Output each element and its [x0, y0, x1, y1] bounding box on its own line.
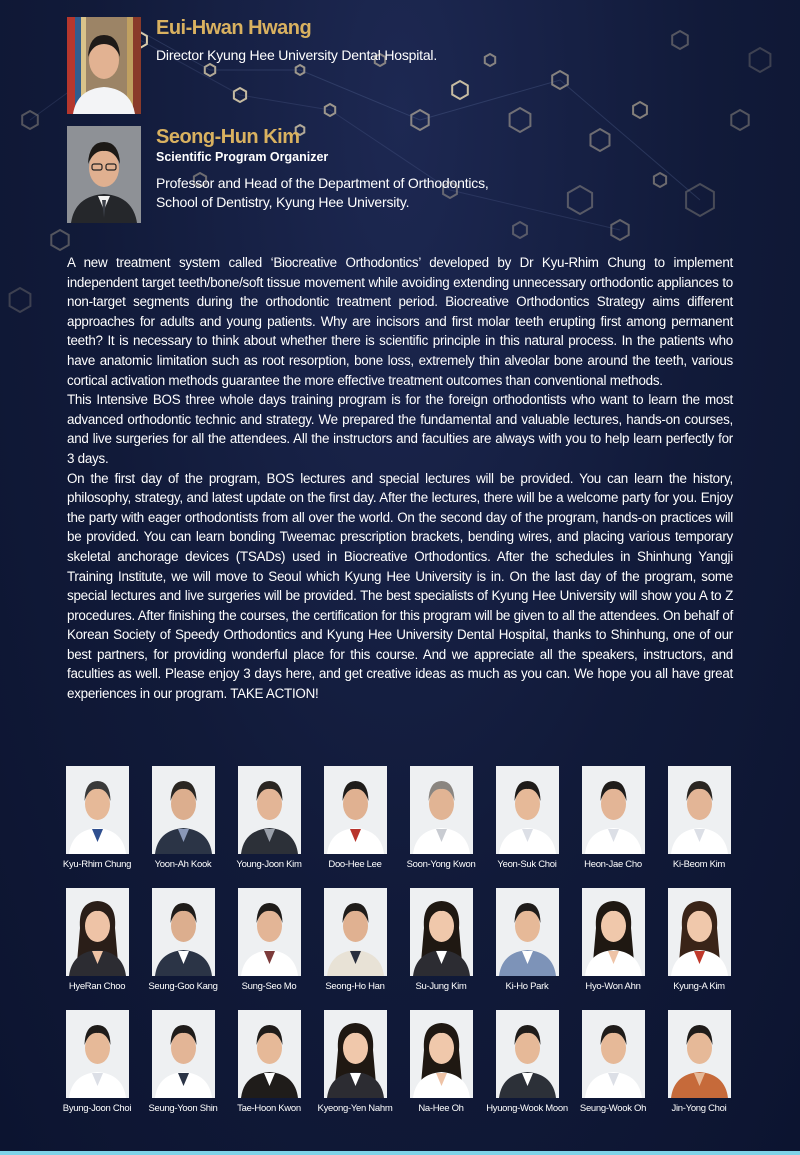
portrait-image [582, 888, 645, 976]
faculty-photo [668, 1010, 731, 1098]
portrait-image [324, 1010, 387, 1098]
faculty-member [140, 1010, 226, 1132]
portrait-image [238, 888, 301, 976]
faculty-name: Soon-Yong Kwon [406, 859, 476, 870]
faculty-member [398, 1010, 484, 1132]
portrait-image [238, 1010, 301, 1098]
faculty-name: Seung-Goo Kang [148, 981, 218, 992]
portrait-image [67, 126, 141, 223]
faculty-name: Seong-Ho Han [325, 981, 385, 992]
faculty-name: Ki-Beom Kim [672, 859, 726, 870]
portrait-image [66, 1010, 129, 1098]
portrait-image [410, 766, 473, 854]
faculty-name: Kyu-Rhim Chung [62, 859, 132, 870]
faculty-member [312, 888, 398, 1010]
faculty-name: Na-Hee Oh [418, 1103, 464, 1114]
portrait-image [410, 1010, 473, 1098]
faculty-grid [54, 766, 774, 1132]
portrait-image [410, 888, 473, 976]
faculty-name: Su-Jung Kim [415, 981, 467, 992]
portrait-image [668, 1010, 731, 1098]
speaker-info [156, 17, 716, 65]
faculty-photo [668, 888, 731, 976]
faculty-photo [496, 766, 559, 854]
faculty-photo [496, 888, 559, 976]
faculty-photo [410, 888, 473, 976]
faculty-member [54, 766, 140, 888]
faculty-photo [582, 888, 645, 976]
faculty-photo [582, 1010, 645, 1098]
faculty-member [656, 766, 742, 888]
faculty-name: Hyo-Won Ahn [585, 981, 641, 992]
portrait-image [668, 888, 731, 976]
portrait-image [582, 766, 645, 854]
faculty-photo [238, 1010, 301, 1098]
faculty-photo [668, 766, 731, 854]
portrait-image [496, 1010, 559, 1098]
faculty-photo [66, 766, 129, 854]
faculty-name: Tae-Hoon Kwon [237, 1103, 301, 1114]
faculty-member [54, 1010, 140, 1132]
faculty-name: Hyuong-Wook Moon [486, 1103, 568, 1114]
faculty-name: Young-Joon Kim [236, 859, 302, 870]
speaker-description-line: Professor and Head of the Department of Orthodontics, [156, 175, 489, 191]
faculty-member [656, 888, 742, 1010]
faculty-photo [152, 888, 215, 976]
speaker-name: Eui-Hwan Hwang [156, 17, 312, 39]
faculty-member [312, 766, 398, 888]
portrait-image [67, 17, 141, 114]
faculty-photo [410, 766, 473, 854]
faculty-photo [324, 766, 387, 854]
faculty-member [570, 766, 656, 888]
faculty-member [226, 888, 312, 1010]
speaker-photo [67, 126, 141, 223]
faculty-name: Byung-Joon Choi [62, 1103, 132, 1114]
faculty-name: Sung-Seo Mo [241, 981, 297, 992]
portrait-image [582, 1010, 645, 1098]
faculty-photo [410, 1010, 473, 1098]
faculty-photo [582, 766, 645, 854]
faculty-member [484, 1010, 570, 1132]
faculty-member [570, 1010, 656, 1132]
faculty-name: Yoon-Ah Kook [154, 859, 212, 870]
portrait-image [324, 888, 387, 976]
program-description [67, 253, 733, 704]
faculty-photo [152, 766, 215, 854]
portrait-image [152, 1010, 215, 1098]
faculty-name: Ki-Ho Park [505, 981, 549, 992]
bottom-accent-bar [0, 1151, 800, 1155]
faculty-member [226, 1010, 312, 1132]
portrait-image [324, 766, 387, 854]
speaker-description-line: Director Kyung Hee University Dental Hospital. [156, 47, 438, 63]
portrait-image [496, 766, 559, 854]
faculty-member [312, 1010, 398, 1132]
faculty-member [398, 888, 484, 1010]
faculty-photo [66, 888, 129, 976]
faculty-photo [324, 1010, 387, 1098]
speaker-name: Seong-Hun Kim [156, 126, 300, 148]
speaker-role: Scientific Program Organizer [156, 150, 329, 164]
faculty-member [226, 766, 312, 888]
faculty-name: Seung-Wook Oh [579, 1103, 647, 1114]
faculty-name: Jin-Yong Choi [671, 1103, 727, 1114]
faculty-name: Kyeong-Yen Nahm [317, 1103, 393, 1114]
faculty-photo [152, 1010, 215, 1098]
portrait-image [238, 766, 301, 854]
faculty-name: HyeRan Choo [68, 981, 126, 992]
portrait-image [496, 888, 559, 976]
faculty-member [570, 888, 656, 1010]
faculty-member [140, 766, 226, 888]
faculty-member [656, 1010, 742, 1132]
faculty-member [140, 888, 226, 1010]
faculty-name: Doo-Hee Lee [328, 859, 382, 870]
faculty-name: Seung-Yoon Shin [148, 1103, 218, 1114]
faculty-photo [238, 766, 301, 854]
faculty-member [484, 888, 570, 1010]
portrait-image [66, 766, 129, 854]
portrait-image [66, 888, 129, 976]
speaker-description-line: School of Dentistry, Kyung Hee University. [156, 194, 410, 210]
portrait-image [668, 766, 731, 854]
paragraph-intro: A new treatment system called ‘Biocreative Orthodontics’ developed by Dr Kyu-Rhim Chung to implement independent target teeth/bone/soft tissue movement while avoiding extending unnecessary orthodontic appliances to non-target segments during the orthodontic treatment period. Biocreative Orthodontics Strategy aims different approaches for adults and young patients. Why are incisors and first molar teeth erupting first among permanent teeth? It is necessary to think about whether there is scientific principle in this natural process. In the patients who have anatomic limitation such as root resorption, bone loss, extremely thin alveolar bone around the teeth, various cortical activation methods guarantee the more effective treatment outcomes than conventional methods. [67, 255, 733, 388]
portrait-image [152, 888, 215, 976]
faculty-name: Kyung-A Kim [673, 981, 725, 992]
faculty-photo [238, 888, 301, 976]
speaker-info [156, 126, 716, 212]
faculty-member [398, 766, 484, 888]
speaker-photo [67, 17, 141, 114]
faculty-photo [324, 888, 387, 976]
faculty-photo [496, 1010, 559, 1098]
faculty-photo [66, 1010, 129, 1098]
faculty-name: Yeon-Suk Choi [497, 859, 557, 870]
portrait-image [152, 766, 215, 854]
paragraph-program: This Intensive BOS three whole days training program is for the foreign orthodontists who want to learn the most advanced orthodontic technic and strategy. We prepared the fundamental and valuable lectures, hands-on courses, and live surgeries for all the attendees. All the instructors and faculties are always with you to help learn perfectly for 3 days. [67, 392, 733, 466]
faculty-member [484, 766, 570, 888]
faculty-member [54, 888, 140, 1010]
faculty-name: Heon-Jae Cho [584, 859, 642, 870]
paragraph-schedule: On the first day of the program, BOS lectures and special lectures will be provided. You can learn the history, philosophy, strategy, and latest update on the first day. After the lectures, there will be a welcome party for you. Enjoy the party with eager orthodontists from all over the world. On the second day of the program, hands-on practices will be provided. You can learn bonding Tweemac prescription brackets, bending wires, and placing various temporary skeletal anchorage devices (TSADs) used in Biocreative Orthodontics. After the schedules in Shinhung Yangji Training Institute, we will move to Seoul which Kyung Hee University is in. On the last day of the program, some special lectures and live surgeries will be provided. The best specialists of Kyung Hee University will show you A to Z procedures. After finishing the courses, the certification for this program will be given to all the attendees. On behalf of Korean Society of Speedy Orthodontics and Kyung Hee University Dental Hospital, thanks to Shinhung, one of our best partners, for providing wonderful place for this course. And we appreciate all the speakers, instructors, and faculties as well. Please enjoy 3 days here, and get creative ideas as much as you can. We hope you all have great experiences in our program. TAKE ACTION! [67, 470, 733, 702]
